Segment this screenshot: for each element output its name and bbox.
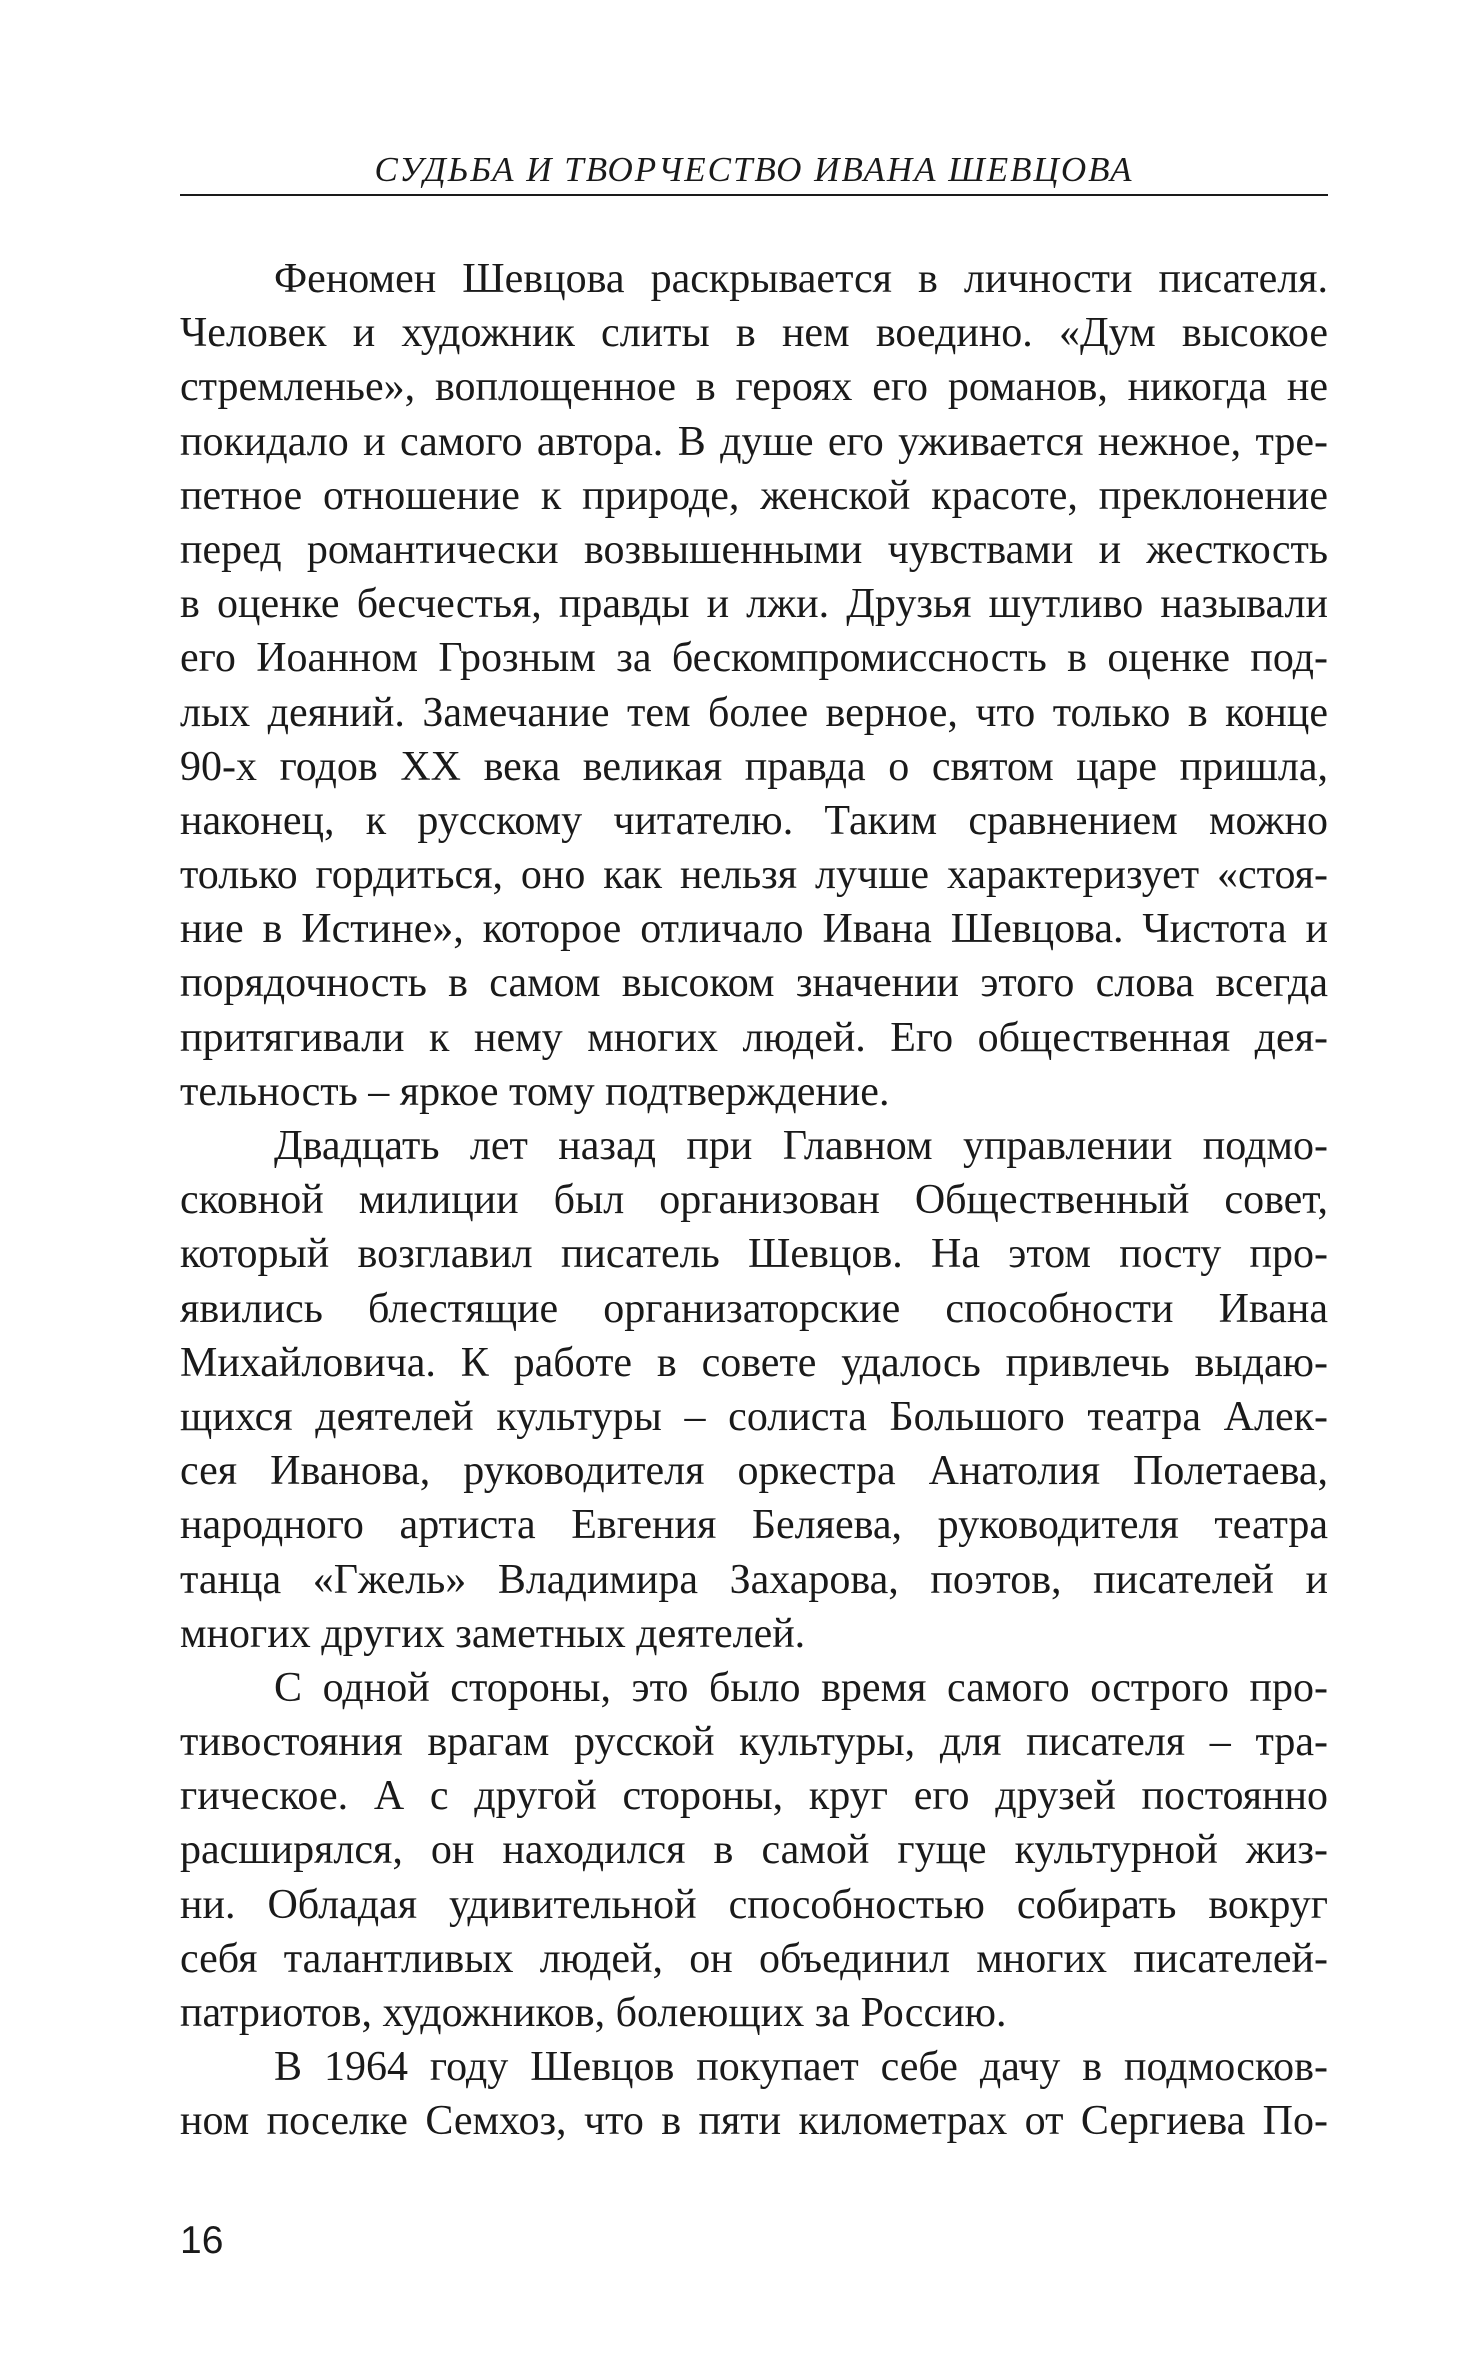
- text-line: танца «Гжель» Владимира Захарова, поэтов, писателей и: [180, 1556, 1328, 1603]
- page-number: 16: [180, 2219, 224, 2262]
- text-line: стремленье», воплощенное в героях его романов, никогда не: [180, 364, 1328, 411]
- text-line: его Иоанном Грозным за бескомпромиссность в оценке под-: [180, 635, 1328, 682]
- running-head: СУДЬБА И ТВОРЧЕСТВО ИВАНА ШЕВЦОВА: [374, 150, 1134, 189]
- paragraph: [180, 252, 1328, 1119]
- text-line: патриотов, художников, болеющих за Россию.: [180, 1990, 1007, 2036]
- text-line: народного артиста Евгения Беляева, руководителя театра: [180, 1502, 1328, 1549]
- text-line: Человек и художник слиты в нем воедино. «Дум высокое: [180, 310, 1328, 357]
- text-line: который возглавил писатель Шевцов. На этом посту про-: [180, 1231, 1328, 1278]
- text-line: щихся деятелей культуры – солиста Большого театра Алек-: [180, 1393, 1328, 1440]
- text-line: гическое. А с другой стороны, круг его друзей постоянно: [180, 1773, 1328, 1820]
- text-line: явились блестящие организаторские способности Ивана: [180, 1285, 1328, 1332]
- text-line: покидало и самого автора. В душе его уживается нежное, тре-: [180, 418, 1328, 465]
- text-line: себя талантливых людей, он объединил многих писателей-: [180, 1935, 1328, 1982]
- paragraph: [180, 1119, 1328, 1661]
- header-rule: [180, 194, 1328, 196]
- text-line: 90-х годов XX века великая правда о святом царе пришла,: [180, 743, 1328, 790]
- body-text: [180, 252, 1328, 2149]
- text-line: С одной стороны, это было время самого острого про-: [274, 1664, 1328, 1711]
- text-line: наконец, к русскому читателю. Таким сравнением можно: [180, 797, 1328, 844]
- text-line: Феномен Шевцова раскрывается в личности писателя.: [274, 256, 1328, 302]
- text-line: в оценке бесчестья, правды и лжи. Друзья шутливо называли: [180, 581, 1328, 628]
- text-line: ние в Истине», которое отличало Ивана Шевцова. Чистота и: [180, 906, 1328, 953]
- text-line: ном поселке Семхоз, что в пяти километрах от Сергиева По-: [180, 2098, 1328, 2145]
- text-line: петное отношение к природе, женской красоте, преклонение: [180, 472, 1328, 519]
- text-line: порядочность в самом высоком значении этого слова всегда: [180, 960, 1328, 1007]
- paragraph: [180, 2040, 1328, 2148]
- text-line: перед романтически возвышенными чувствами и жесткость: [180, 526, 1328, 573]
- text-line: ни. Обладая удивительной способностью собирать вокруг: [180, 1881, 1328, 1928]
- text-line: тельность – яркое тому подтверждение.: [180, 1068, 890, 1115]
- text-line: Михайловича. К работе в совете удалось привлечь выдаю-: [180, 1339, 1328, 1386]
- text-line: лых деяний. Замечание тем более верное, что только в конце: [180, 689, 1328, 736]
- text-line: сея Иванова, руководителя оркестра Анатолия Полетаева,: [180, 1448, 1328, 1495]
- text-line: тивостояния врагам русской культуры, для писателя – тра-: [180, 1719, 1328, 1766]
- text-line: сковной милиции был организован Общественный совет,: [180, 1177, 1328, 1224]
- text-line: притягивали к нему многих людей. Его общественная дея-: [180, 1014, 1328, 1061]
- text-line: расширялся, он находился в самой гуще культурной жиз-: [180, 1827, 1328, 1874]
- paragraph: [180, 1661, 1328, 2040]
- text-line: многих других заметных деятелей.: [180, 1610, 806, 1657]
- text-line: Двадцать лет назад при Главном управлении подмо-: [274, 1123, 1328, 1169]
- text-line: только гордиться, оно как нельзя лучше характеризует «стоя-: [180, 852, 1328, 899]
- text-line: В 1964 году Шевцов покупает себе дачу в подмосков-: [274, 2044, 1328, 2091]
